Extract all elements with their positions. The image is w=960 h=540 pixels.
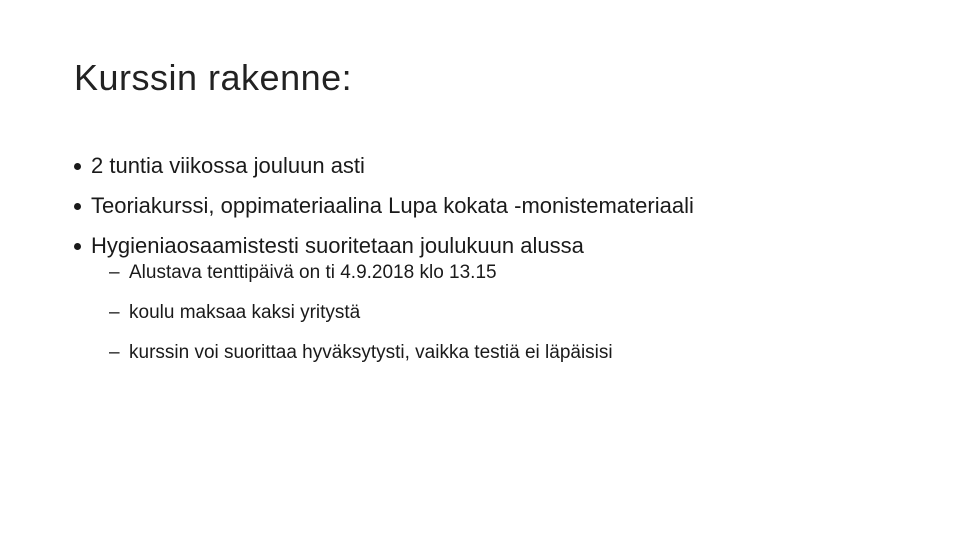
sub-bullet-text: Alustava tenttipäivä on ti 4.9.2018 klo 13.15 <box>129 262 497 283</box>
bullet-dot-icon <box>74 163 81 170</box>
bullet-item <box>74 146 694 186</box>
bullet-item <box>74 186 694 226</box>
sub-bullet-item <box>109 253 613 293</box>
dash-icon: – <box>109 302 120 323</box>
sub-bullet-text: koulu maksaa kaksi yritystä <box>129 302 361 323</box>
sub-bullet-text: kurssin voi suorittaa hyväksytysti, vaikka testiä ei läpäisisi <box>129 342 613 363</box>
bullet-text: Hygieniaosaamistesti suoritetaan joulukuun alussa <box>91 233 584 258</box>
dash-icon: – <box>109 342 120 363</box>
bullet-list <box>74 146 694 266</box>
sub-bullet-list <box>109 253 613 373</box>
bullet-dot-icon <box>74 243 81 250</box>
slide-title: Kurssin rakenne: <box>74 57 353 98</box>
bullet-text: 2 tuntia viikossa jouluun asti <box>91 153 365 178</box>
sub-bullet-item <box>109 293 613 333</box>
dash-icon: – <box>109 262 120 283</box>
bullet-text: Teoriakurssi, oppimateriaalina Lupa kokata -monistemateriaali <box>91 193 694 218</box>
bullet-dot-icon <box>74 203 81 210</box>
sub-bullet-item <box>109 333 613 373</box>
